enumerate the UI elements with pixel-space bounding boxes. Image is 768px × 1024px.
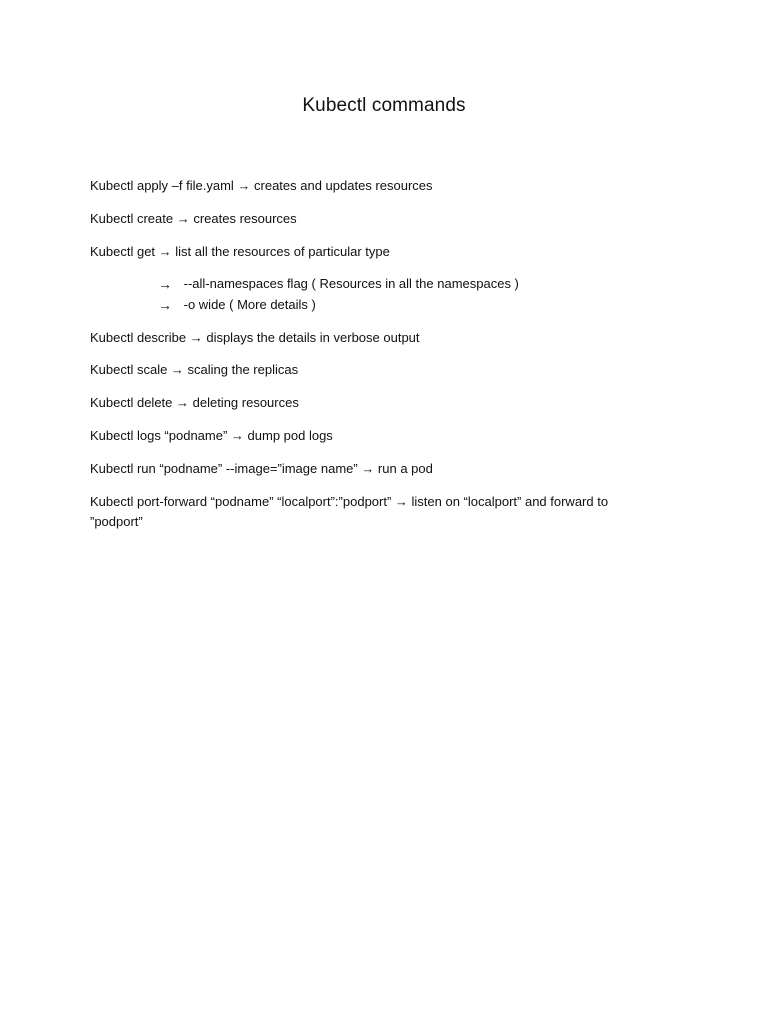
command-port-forward: Kubectl port-forward “podname” “localport”:”podport” → listen on “localport” and forward to ”podport”: [90, 494, 609, 529]
command-describe: Kubectl describe → displays the details in verbose output: [90, 330, 420, 345]
arrow-icon: →: [158, 297, 172, 314]
command-apply: Kubectl apply –f file.yaml → creates and updates resources: [90, 178, 433, 193]
command-create: Kubectl create → creates resources: [90, 211, 297, 226]
arrow-icon: →: [158, 276, 172, 293]
bullet-all-namespaces: [158, 274, 519, 294]
command-get: Kubectl get → list all the resources of particular type: [90, 244, 390, 259]
command-delete: Kubectl delete → deleting resources: [90, 395, 299, 410]
command-run: Kubectl run “podname” --image=”image name” → run a pod: [90, 461, 433, 476]
command-scale: Kubectl scale → scaling the replicas: [90, 362, 299, 377]
bullet-text: -o wide ( More details ): [183, 297, 316, 312]
document-title: Kubectl commands: [302, 95, 466, 116]
bullet-o-wide: [158, 295, 316, 315]
bullet-text: --all-namespaces flag ( Resources in all the namespaces ): [183, 276, 519, 291]
command-logs: Kubectl logs “podname” → dump pod logs: [90, 428, 333, 443]
